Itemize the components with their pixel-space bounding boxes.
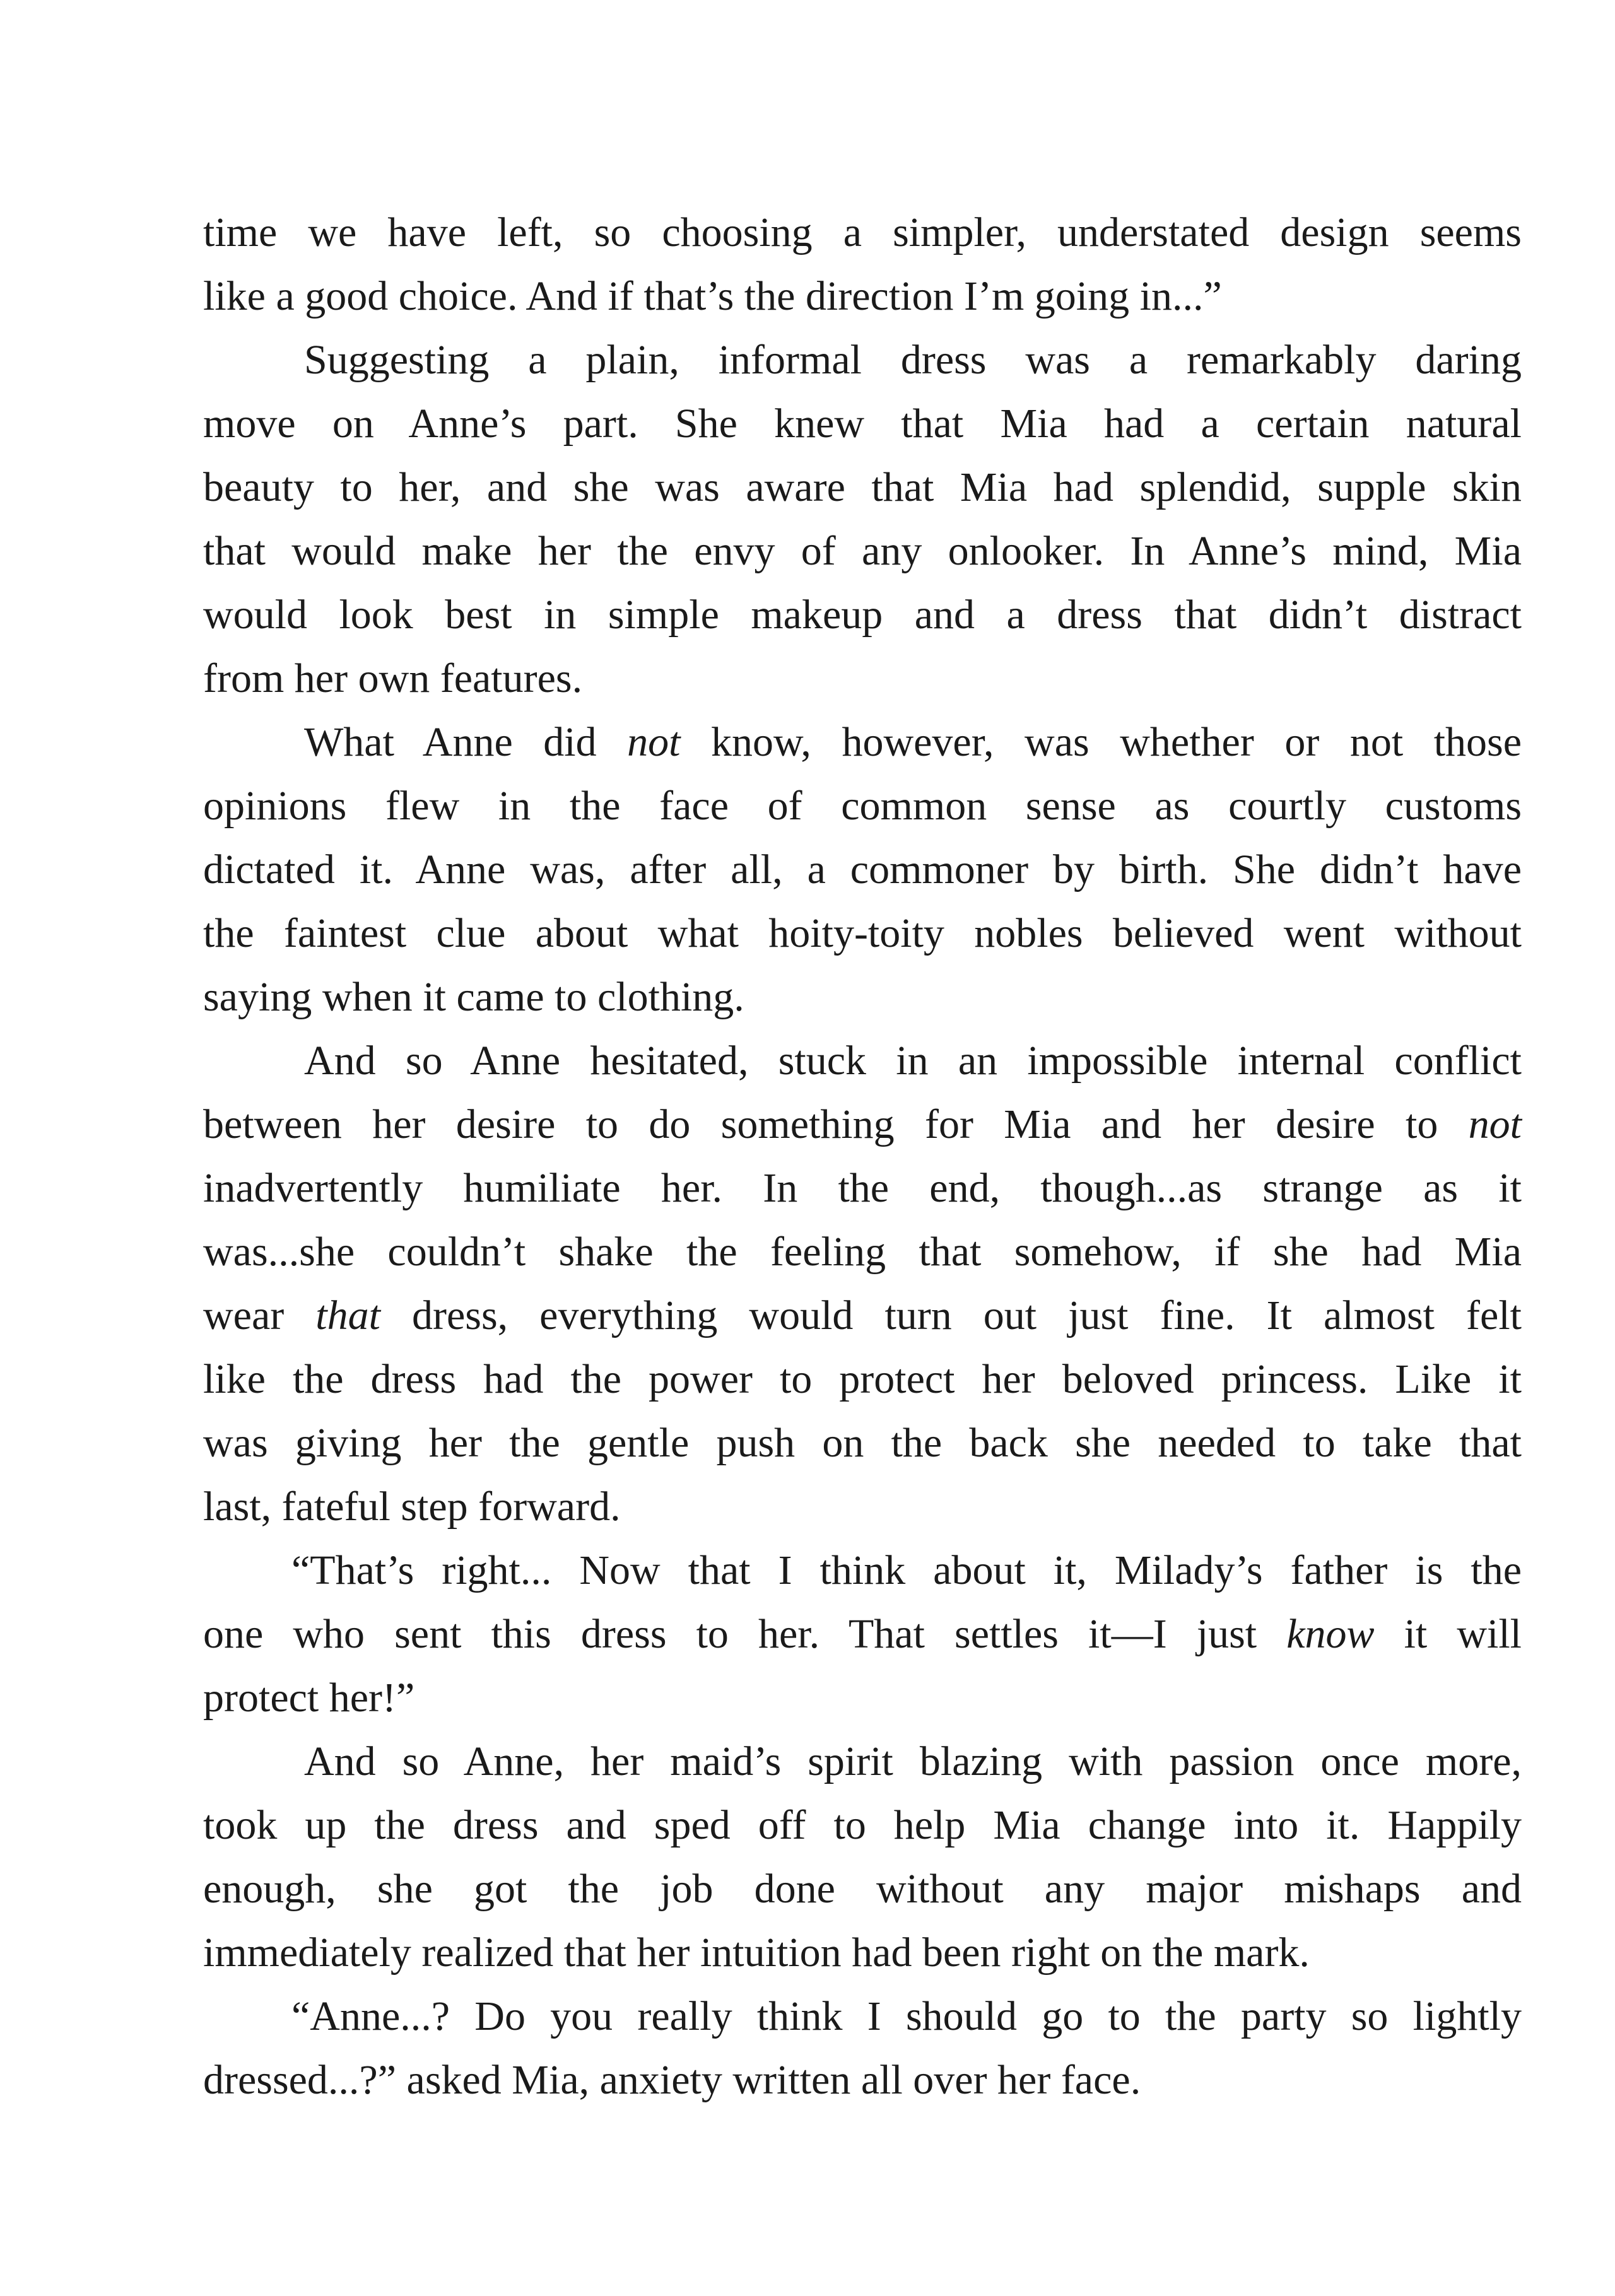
- text-line-content: [203, 1092, 1522, 1156]
- text-segment: was giving her the gentle push on the back she needed to take that: [203, 1420, 1522, 1466]
- text-segment: And so Anne hesitated, stuck in an impossible internal conflict: [304, 1038, 1522, 1084]
- text-line: [203, 392, 1522, 455]
- italic-emphasis: not: [627, 719, 681, 765]
- text-line-content: [203, 1793, 1522, 1857]
- italic-emphasis: not: [1468, 1101, 1522, 1147]
- text-line: [203, 455, 1522, 519]
- text-segment: dictated it. Anne was, after all, a commoner by birth. She didn’t have: [203, 846, 1522, 893]
- text-line-content: [203, 1220, 1522, 1284]
- text-segment: would look best in simple makeup and a dress that didn’t distract: [203, 592, 1522, 638]
- text-line-content: [203, 201, 1522, 264]
- text-segment: move on Anne’s part. She knew that Mia had a certain natural: [203, 401, 1522, 447]
- text-line-content: [203, 519, 1522, 583]
- text-segment: “That’s right... Now that I think about it, Milady’s father is the: [291, 1547, 1522, 1593]
- text-line-content: [203, 583, 1522, 647]
- paragraph: [203, 1029, 1522, 1538]
- paragraph: [203, 1984, 1522, 2112]
- text-line: [203, 1538, 1522, 1602]
- text-line-content: [203, 264, 1522, 328]
- paragraph: [203, 1730, 1522, 1984]
- text-line-content: [203, 1411, 1522, 1475]
- text-line-content: [304, 1029, 1522, 1092]
- text-segment: enough, she got the job done without any major mishaps and: [203, 1866, 1522, 1912]
- text-line-content: [291, 1984, 1522, 2048]
- text-line: [203, 1220, 1522, 1284]
- text-line: [203, 838, 1522, 901]
- text-line-content: [304, 328, 1522, 392]
- italic-emphasis: that: [315, 1292, 380, 1338]
- text-line-content: [203, 1857, 1522, 1921]
- text-line: [203, 583, 1522, 647]
- paragraph: [203, 710, 1522, 1029]
- text-segment: And so Anne, her maid’s spirit blazing with passion once more,: [304, 1738, 1522, 1784]
- text-line-content: [203, 1156, 1522, 1220]
- text-line: [203, 1284, 1522, 1347]
- text-line: [203, 901, 1522, 965]
- text-segment: like a good choice. And if that’s the direction I’m going in...”: [203, 273, 1222, 319]
- text-segment: took up the dress and sped off to help Mia change into it. Happily: [203, 1802, 1522, 1848]
- text-line-content: [203, 1475, 1522, 1538]
- text-segment: like the dress had the power to protect her beloved princess. Like it: [203, 1356, 1522, 1402]
- text-line: [203, 1347, 1522, 1411]
- text-line: [203, 201, 1522, 264]
- text-line: [203, 1029, 1522, 1092]
- text-segment: What Anne did: [304, 719, 628, 765]
- text-line-content: [304, 1730, 1522, 1793]
- text-segment: opinions flew in the face of common sense as courtly customs: [203, 783, 1522, 829]
- text-segment: immediately realized that her intuition had been right on the mark.: [203, 1930, 1310, 1976]
- text-line: [203, 1156, 1522, 1220]
- text-line-content: [203, 1602, 1522, 1666]
- text-segment: one who sent this dress to her. That settles it—I just: [203, 1611, 1287, 1657]
- text-line: [203, 774, 1522, 838]
- text-segment: know, however, was whether or not those: [680, 719, 1522, 765]
- text-segment: between her desire to do something for Mia and her desire to: [203, 1101, 1469, 1147]
- text-line: [203, 1730, 1522, 1793]
- text-segment: dress, everything would turn out just fine. It almost felt: [380, 1292, 1522, 1338]
- text-line-content: [203, 455, 1522, 519]
- text-segment: the faintest clue about what hoity-toity nobles believed went without: [203, 910, 1522, 956]
- text-segment: beauty to her, and she was aware that Mia had splendid, supple skin: [203, 464, 1522, 510]
- paragraph: [203, 1538, 1522, 1730]
- book-page: [203, 201, 1522, 2112]
- text-line: [203, 328, 1522, 392]
- text-line: [203, 264, 1522, 328]
- text-line: [203, 1411, 1522, 1475]
- text-segment: time we have left, so choosing a simpler, understated design seems: [203, 209, 1522, 255]
- text-line: [203, 1666, 1522, 1730]
- text-line: [203, 1475, 1522, 1538]
- text-line: [203, 1984, 1522, 2048]
- text-segment: was...she couldn’t shake the feeling that somehow, if she had Mia: [203, 1229, 1522, 1275]
- text-line-content: [203, 774, 1522, 838]
- text-line-content: [203, 901, 1522, 965]
- text-segment: last, fateful step forward.: [203, 1484, 621, 1530]
- text-line-content: [203, 1284, 1522, 1347]
- text-segment: inadvertently humiliate her. In the end, though...as strange as it: [203, 1165, 1522, 1211]
- paragraph: [203, 201, 1522, 328]
- text-segment: “Anne...? Do you really think I should go to the party so lightly: [291, 1993, 1522, 2039]
- text-segment: Suggesting a plain, informal dress was a remarkably daring: [304, 337, 1522, 383]
- text-line-content: [203, 1347, 1522, 1411]
- text-segment: from her own features.: [203, 655, 583, 701]
- text-line-content: [304, 710, 1522, 774]
- text-line: [203, 710, 1522, 774]
- text-line: [203, 519, 1522, 583]
- text-line-content: [203, 965, 1522, 1029]
- text-segment: wear: [203, 1292, 316, 1338]
- text-line-content: [291, 1538, 1522, 1602]
- text-line: [203, 647, 1522, 710]
- text-line: [203, 1092, 1522, 1156]
- text-line-content: [203, 838, 1522, 901]
- text-line: [203, 1793, 1522, 1857]
- text-line: [203, 1921, 1522, 1984]
- text-segment: protect her!”: [203, 1675, 415, 1721]
- text-line-content: [203, 392, 1522, 455]
- text-segment: it will: [1374, 1611, 1522, 1657]
- text-segment: dressed...?” asked Mia, anxiety written all over her face.: [203, 2057, 1141, 2103]
- text-line: [203, 2048, 1522, 2112]
- text-line: [203, 1857, 1522, 1921]
- text-line: [203, 1602, 1522, 1666]
- text-segment: that would make her the envy of any onlooker. In Anne’s mind, Mia: [203, 528, 1522, 574]
- text-line-content: [203, 1666, 1522, 1730]
- text-line-content: [203, 647, 1522, 710]
- text-line-content: [203, 2048, 1522, 2112]
- paragraph: [203, 328, 1522, 710]
- text-line-content: [203, 1921, 1522, 1984]
- italic-emphasis: know: [1286, 1611, 1375, 1657]
- text-line: [203, 965, 1522, 1029]
- text-segment: saying when it came to clothing.: [203, 974, 744, 1020]
